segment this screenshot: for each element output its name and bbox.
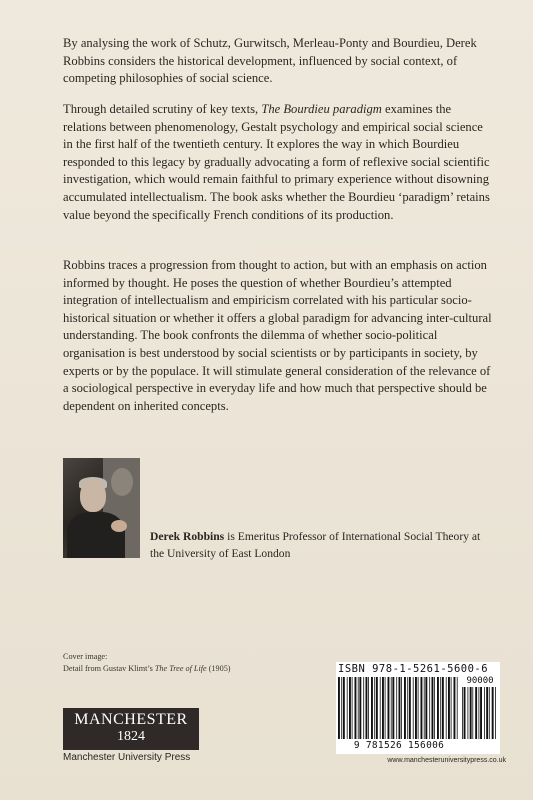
- cover-credit-label: Cover image:: [63, 652, 108, 661]
- isbn-label: ISBN 978-1-5261-5600-6: [338, 663, 489, 675]
- publisher-website: www.manchesteruniversitypress.co.uk: [387, 757, 506, 764]
- blurb-paragraph-1: By analysing the work of Schutz, Gurwitsch, Merleau-Ponty and Bourdieu, Derek Robbins considers the historical development, influenced by social context, of competing philosophies of social science.: [63, 36, 477, 86]
- isbn-barcode: [336, 662, 500, 754]
- publisher-name: Manchester University Press: [63, 752, 191, 763]
- logo-manchester-text: MANCHESTER: [74, 711, 188, 728]
- barcode-main-bars: [338, 677, 460, 739]
- book-title-italic: The Bourdieu paradigm: [261, 102, 382, 116]
- cover-credit-detail: Detail from Gustav Klimt’s The Tree of Life (1905): [63, 663, 231, 673]
- barcode-digits: 9 781526 156006: [353, 740, 445, 751]
- blurb-paragraph-2: [63, 101, 493, 224]
- author-bio-text: is Emeritus Professor of International Social Theory at the University of East London: [150, 530, 481, 560]
- publisher-logo: [63, 708, 199, 750]
- blurb-paragraph-3: Robbins traces a progression from thought to action, but with an emphasis on action informed by thought. He poses the question of whether Bourdieu’s attempted integration of intellectualism and empiricism correlated with his particular socio-historical situation or whether it offers a global paradigm for advancing inter-cultural understanding. The book confronts the dilemma of whether socio-political organisation is best understood by social scientists or by participants in society, by experts or by the populace. It will stimulate general consideration of the relevance of a sociological perspective in everyday life and how much that perspective should be dependent on inherited concepts.: [63, 258, 492, 413]
- author-name: Derek Robbins: [150, 530, 225, 543]
- blurb-paragraph-2-prefix: Through detailed scrutiny of key texts,: [63, 102, 262, 116]
- artwork-title: The Tree of Life: [154, 663, 207, 673]
- author-photo: [63, 458, 140, 558]
- author-bio: [150, 528, 490, 562]
- blurb-paragraph-2-rest: examines the relations between phenomenology, Gestalt psychology and empirical social science in the first half of the twentieth century. It explores the way in which Bourdieu responded to this legacy by gradually advocating a form of reflexive social scientific investigation, which would remain faithful to primary experience without disowning accumulated intellectualism. The book asks whether the Bourdieu ‘paradigm’ retains value beyond the specifically French conditions of its production.: [63, 102, 490, 222]
- barcode-addon-bars: [462, 687, 498, 739]
- barcode-addon-number: 90000: [466, 676, 494, 686]
- cover-image-credit: [63, 651, 313, 674]
- logo-year-text: 1824: [117, 729, 145, 744]
